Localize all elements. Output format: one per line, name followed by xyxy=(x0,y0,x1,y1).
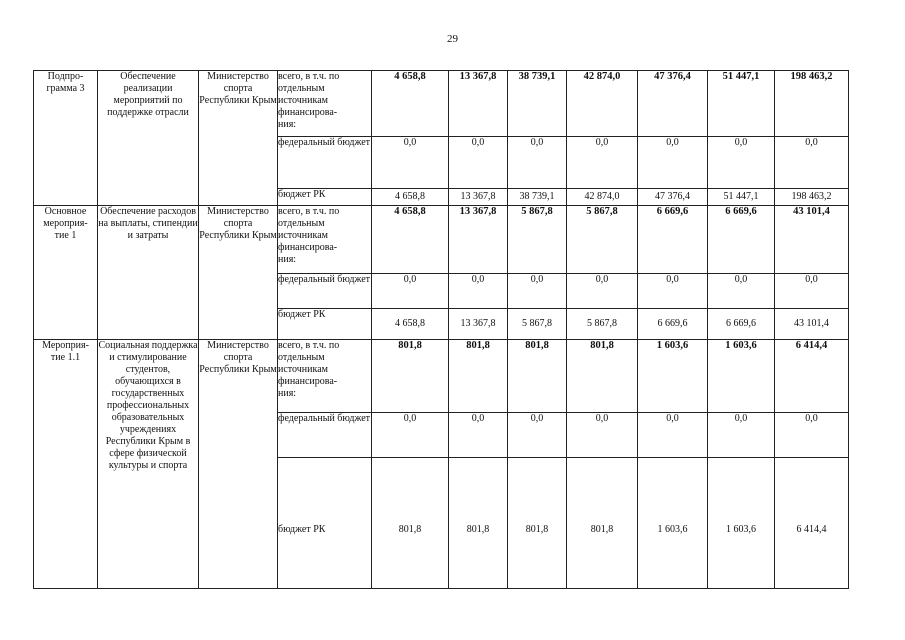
amount-cell: 4 658,8 xyxy=(372,71,449,137)
funding-source: федеральный бюджет xyxy=(278,274,372,309)
amount-cell: 0,0 xyxy=(372,137,449,189)
funding-source: бюджет РК xyxy=(278,458,372,589)
amount-cell: 1 603,6 xyxy=(638,458,708,589)
table-row xyxy=(34,340,849,413)
amount-cell: 0,0 xyxy=(567,137,638,189)
amount-cell: 0,0 xyxy=(775,413,849,458)
amount-cell: 42 874,0 xyxy=(567,189,638,206)
amount-cell: 13 367,8 xyxy=(449,189,508,206)
amount-cell: 801,8 xyxy=(508,458,567,589)
section-name: Мероприя- тие 1.1 xyxy=(34,340,98,589)
section-executor: Министерство спорта Республики Крым xyxy=(199,206,278,340)
amount-cell: 5 867,8 xyxy=(508,206,567,274)
amount-cell: 1 603,6 xyxy=(708,458,775,589)
amount-cell: 42 874,0 xyxy=(567,71,638,137)
amount-cell: 13 367,8 xyxy=(449,309,508,340)
amount-cell: 0,0 xyxy=(708,274,775,309)
table-row xyxy=(34,71,849,137)
funding-source: бюджет РК xyxy=(278,189,372,206)
amount-cell: 0,0 xyxy=(775,137,849,189)
page-number: 29 xyxy=(447,33,458,45)
funding-source: федеральный бюджет xyxy=(278,413,372,458)
amount-cell: 801,8 xyxy=(449,458,508,589)
amount-cell: 0,0 xyxy=(508,137,567,189)
amount-cell: 801,8 xyxy=(508,340,567,413)
amount-cell: 801,8 xyxy=(567,458,638,589)
amount-cell: 0,0 xyxy=(708,413,775,458)
table-row xyxy=(34,206,849,274)
amount-cell: 0,0 xyxy=(449,274,508,309)
amount-cell: 0,0 xyxy=(508,274,567,309)
amount-cell: 5 867,8 xyxy=(567,309,638,340)
amount-cell: 801,8 xyxy=(567,340,638,413)
amount-cell: 0,0 xyxy=(508,413,567,458)
amount-cell: 801,8 xyxy=(449,340,508,413)
section-name: Основное мероприя- тие 1 xyxy=(34,206,98,340)
amount-cell: 801,8 xyxy=(372,340,449,413)
amount-cell: 1 603,6 xyxy=(708,340,775,413)
amount-cell: 198 463,2 xyxy=(775,189,849,206)
funding-source: федеральный бюджет xyxy=(278,137,372,189)
section-executor: Министерство спорта Республики Крым xyxy=(199,71,278,206)
section-description: Обеспечение расходов на выплаты, стипендии и затраты xyxy=(98,206,199,340)
amount-cell: 0,0 xyxy=(638,413,708,458)
amount-cell: 13 367,8 xyxy=(449,71,508,137)
amount-cell: 6 669,6 xyxy=(638,309,708,340)
amount-cell: 6 669,6 xyxy=(638,206,708,274)
amount-cell: 4 658,8 xyxy=(372,309,449,340)
amount-cell: 801,8 xyxy=(372,458,449,589)
amount-cell: 6 669,6 xyxy=(708,309,775,340)
amount-cell: 6 414,4 xyxy=(775,458,849,589)
section-name: Подпро- грамма 3 xyxy=(34,71,98,206)
amount-cell: 13 367,8 xyxy=(449,206,508,274)
section-description: Социальная поддержка и стимулирование студентов, обучающихся в государственных профессиональных образовательных учреждениях Республики Крым в сфере физической культуры и спорта xyxy=(98,340,199,589)
amount-cell: 0,0 xyxy=(638,137,708,189)
amount-cell: 0,0 xyxy=(775,274,849,309)
amount-cell: 43 101,4 xyxy=(775,309,849,340)
amount-cell: 4 658,8 xyxy=(372,206,449,274)
amount-cell: 0,0 xyxy=(567,274,638,309)
amount-cell: 0,0 xyxy=(372,413,449,458)
amount-cell: 47 376,4 xyxy=(638,189,708,206)
section-description: Обеспечение реализации мероприятий по поддержке отрасли xyxy=(98,71,199,206)
amount-cell: 1 603,6 xyxy=(638,340,708,413)
funding-source: всего, в т.ч. по отдельным источникам финансирова- ния: xyxy=(278,71,372,137)
amount-cell: 5 867,8 xyxy=(567,206,638,274)
section-executor: Министерство спорта Республики Крым xyxy=(199,340,278,589)
amount-cell: 0,0 xyxy=(449,137,508,189)
funding-source: бюджет РК xyxy=(278,309,372,340)
amount-cell: 6 669,6 xyxy=(708,206,775,274)
amount-cell: 51 447,1 xyxy=(708,189,775,206)
amount-cell: 0,0 xyxy=(638,274,708,309)
amount-cell: 38 739,1 xyxy=(508,71,567,137)
amount-cell: 0,0 xyxy=(567,413,638,458)
amount-cell: 51 447,1 xyxy=(708,71,775,137)
funding-source: всего, в т.ч. по отдельным источникам финансирова- ния: xyxy=(278,206,372,274)
funding-source: всего, в т.ч. по отдельным источникам финансирова- ния: xyxy=(278,340,372,413)
amount-cell: 5 867,8 xyxy=(508,309,567,340)
amount-cell: 43 101,4 xyxy=(775,206,849,274)
amount-cell: 0,0 xyxy=(449,413,508,458)
amount-cell: 47 376,4 xyxy=(638,71,708,137)
amount-cell: 198 463,2 xyxy=(775,71,849,137)
amount-cell: 4 658,8 xyxy=(372,189,449,206)
amount-cell: 0,0 xyxy=(372,274,449,309)
budget-table xyxy=(33,70,849,589)
amount-cell: 0,0 xyxy=(708,137,775,189)
amount-cell: 38 739,1 xyxy=(508,189,567,206)
amount-cell: 6 414,4 xyxy=(775,340,849,413)
